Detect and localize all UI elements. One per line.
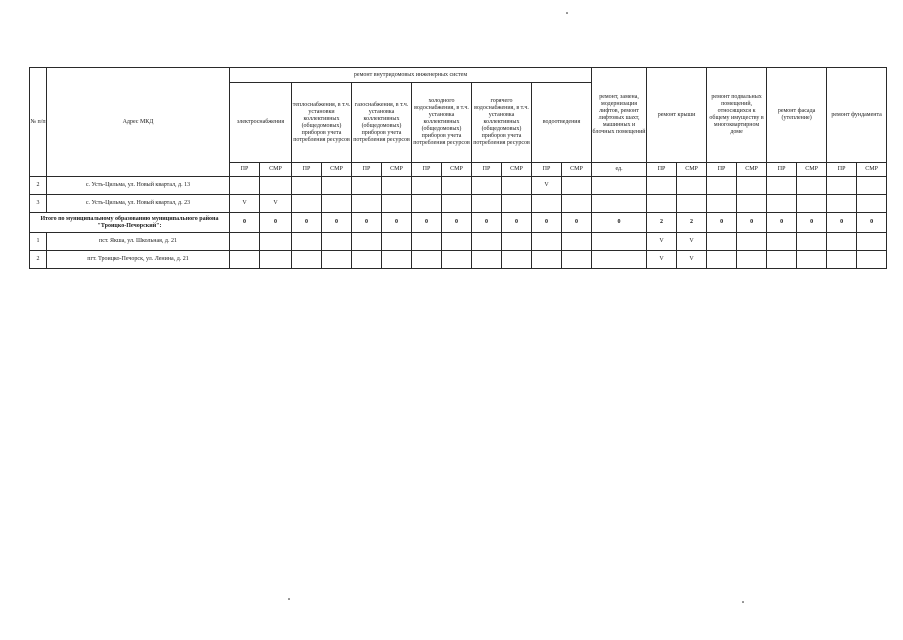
- scan-speck: [742, 601, 744, 603]
- col-hot-water-header: горячего водоснабжения, в т.ч. установка коллективных (общедомовых) приборов учета потребления ресурсов: [472, 83, 532, 163]
- total-row: [30, 213, 887, 233]
- total-value: 0: [857, 213, 887, 233]
- total-value: 0: [292, 213, 322, 233]
- total-value: 0: [737, 213, 767, 233]
- total-value: 0: [707, 213, 737, 233]
- total-value: 0: [352, 213, 382, 233]
- total-value: 0: [412, 213, 442, 233]
- roof-smr-mark: V: [677, 251, 707, 269]
- total-value: 0: [260, 213, 292, 233]
- row-address: с. Усть-Цильма, ул. Новый квартал, д. 23: [47, 195, 230, 213]
- subheader-pr: ПР: [412, 163, 442, 177]
- group-internal-systems-header: ремонт внутридомовых инженерных систем: [230, 68, 592, 83]
- sewer-pr-mark: V: [532, 177, 562, 195]
- scan-speck: [288, 598, 290, 600]
- row-number: 2: [30, 251, 47, 269]
- total-value: 2: [647, 213, 677, 233]
- subheader-pr: ПР: [230, 163, 260, 177]
- roof-pr-mark: V: [647, 251, 677, 269]
- total-value: 0: [502, 213, 532, 233]
- row-address: с. Усть-Цильма, ул. Новый квартал, д. 13: [47, 177, 230, 195]
- subheader-smr: СМР: [322, 163, 352, 177]
- total-value: 0: [230, 213, 260, 233]
- roof-pr-mark: V: [647, 233, 677, 251]
- subheader-pr: ПР: [532, 163, 562, 177]
- row-address: пст. Якша, ул. Школьная, д. 21: [47, 233, 230, 251]
- total-value: 2: [677, 213, 707, 233]
- subheader-smr: СМР: [737, 163, 767, 177]
- electric-smr-mark: V: [260, 195, 292, 213]
- table-row: [30, 233, 887, 251]
- total-value: 0: [797, 213, 827, 233]
- subheader-pr: ПР: [472, 163, 502, 177]
- total-value: 0: [767, 213, 797, 233]
- subheader-smr: СМР: [382, 163, 412, 177]
- subheader-pr: ПР: [292, 163, 322, 177]
- col-heat-header: теплоснабжения, в т.ч. установки коллективных (общедомовых) приборов учета потребления ресурсов: [292, 83, 352, 163]
- subheader-smr: СМР: [677, 163, 707, 177]
- total-value: 0: [442, 213, 472, 233]
- subheader-pr: ПР: [647, 163, 677, 177]
- col-gas-header: газоснабжения, в т.ч. установка коллективных (общедомовых) приборов учета потребления ресурсов: [352, 83, 412, 163]
- total-value: 0: [382, 213, 412, 233]
- col-basement-header: ремонт подвальных помещений, относящихся к общему имуществу в многоквартирном доме: [707, 68, 767, 163]
- table-row: [30, 177, 887, 195]
- col-address-header: Адрес МКД: [47, 68, 230, 177]
- col-lift-header: ремонт, замена, модернизация лифтов, ремонт лифтовых шахт, машинных и блочных помещений: [592, 68, 647, 163]
- row-number: 2: [30, 177, 47, 195]
- total-value: 0: [827, 213, 857, 233]
- col-roof-header: ремонт крыши: [647, 68, 707, 163]
- subheader-smr: СМР: [502, 163, 532, 177]
- electric-pr-mark: V: [230, 195, 260, 213]
- scan-speck: [566, 12, 568, 14]
- col-cold-water-header: холодного водоснабжения, в т.ч. установка коллективных (общедомовых) приборов учета потребления ресурсов: [412, 83, 472, 163]
- row-address: пгт. Троицко-Печорск, ул. Ленина, д. 21: [47, 251, 230, 269]
- subheader-smr: СМР: [797, 163, 827, 177]
- total-label: Итого по муниципальному образованию муниципального района "Троицко-Печорский":: [30, 213, 230, 233]
- col-electric-header: электроснабжения: [230, 83, 292, 163]
- subheader-pr: ПР: [352, 163, 382, 177]
- total-value: 0: [592, 213, 647, 233]
- subheader-pr: ПР: [827, 163, 857, 177]
- col-facade-header: ремонт фасада (утепление): [767, 68, 827, 163]
- col-foundation-header: ремонт фундамента: [827, 68, 887, 163]
- col-sewer-header: водоотведения: [532, 83, 592, 163]
- table-row: [30, 195, 887, 213]
- table-row: [30, 251, 887, 269]
- capital-repair-table: [29, 67, 887, 269]
- total-value: 0: [562, 213, 592, 233]
- subheader-smr: СМР: [857, 163, 887, 177]
- roof-smr-mark: V: [677, 233, 707, 251]
- subheader-smr: СМР: [260, 163, 292, 177]
- row-number: 3: [30, 195, 47, 213]
- subheader-pr: ПР: [707, 163, 737, 177]
- total-value: 0: [322, 213, 352, 233]
- col-np-header: № п/п: [30, 68, 47, 177]
- subheader-smr: СМР: [442, 163, 472, 177]
- subheader-pr: ПР: [767, 163, 797, 177]
- row-number: 1: [30, 233, 47, 251]
- subheader-unit: ед.: [592, 163, 647, 177]
- total-value: 0: [472, 213, 502, 233]
- total-value: 0: [532, 213, 562, 233]
- subheader-smr: СМР: [562, 163, 592, 177]
